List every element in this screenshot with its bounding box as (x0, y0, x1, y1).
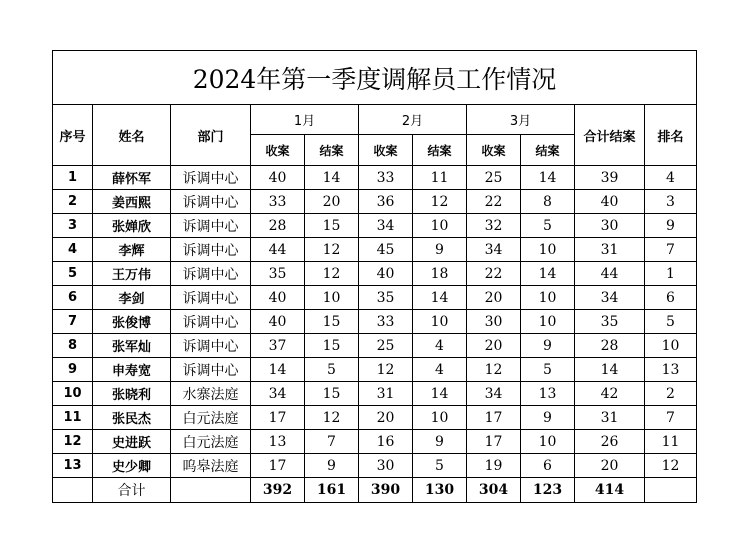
row-m1-closed: 20 (305, 190, 359, 214)
row-index: 7 (53, 310, 93, 334)
header-received-m3: 收案 (467, 135, 521, 166)
row-name: 薛怀军 (93, 166, 171, 190)
row-total-closed: 31 (575, 406, 645, 430)
header-closed-m1: 结案 (305, 135, 359, 166)
row-m3-closed: 9 (521, 406, 575, 430)
totals-rank-cell (645, 478, 697, 503)
row-m2-closed: 12 (413, 190, 467, 214)
row-total-closed: 31 (575, 238, 645, 262)
row-name: 李辉 (93, 238, 171, 262)
row-total-closed: 42 (575, 382, 645, 406)
row-m1-received: 40 (251, 286, 305, 310)
row-m3-closed: 10 (521, 238, 575, 262)
header-index: 序号 (53, 105, 93, 166)
row-m2-received: 45 (359, 238, 413, 262)
row-name: 张民杰 (93, 406, 171, 430)
row-m3-received: 34 (467, 382, 521, 406)
row-rank: 7 (645, 238, 697, 262)
row-name: 张晓利 (93, 382, 171, 406)
row-index: 9 (53, 358, 93, 382)
row-m2-received: 36 (359, 190, 413, 214)
row-m3-received: 34 (467, 238, 521, 262)
row-dept: 诉调中心 (171, 166, 251, 190)
row-m1-received: 34 (251, 382, 305, 406)
row-m2-received: 20 (359, 406, 413, 430)
row-dept: 白元法庭 (171, 430, 251, 454)
row-m3-closed: 14 (521, 262, 575, 286)
row-m3-closed: 14 (521, 166, 575, 190)
row-rank: 4 (645, 166, 697, 190)
row-m1-closed: 15 (305, 382, 359, 406)
row-m3-received: 30 (467, 310, 521, 334)
row-index: 11 (53, 406, 93, 430)
row-m3-closed: 9 (521, 334, 575, 358)
row-dept: 呜皋法庭 (171, 454, 251, 478)
row-m3-closed: 13 (521, 382, 575, 406)
work-summary-table (52, 50, 697, 503)
row-dept: 诉调中心 (171, 238, 251, 262)
table-title: 2024年第一季度调解员工作情况 (53, 51, 697, 105)
row-total-closed: 28 (575, 334, 645, 358)
row-m2-received: 33 (359, 310, 413, 334)
row-m2-closed: 14 (413, 286, 467, 310)
row-rank: 9 (645, 214, 697, 238)
row-m1-closed: 15 (305, 214, 359, 238)
table-row (53, 190, 697, 214)
totals-m1-closed: 161 (305, 478, 359, 503)
header-dept: 部门 (171, 105, 251, 166)
row-m3-received: 20 (467, 286, 521, 310)
row-name: 申寿宽 (93, 358, 171, 382)
row-index: 2 (53, 190, 93, 214)
row-m2-closed: 14 (413, 382, 467, 406)
row-name: 史进跃 (93, 430, 171, 454)
row-m2-received: 25 (359, 334, 413, 358)
header-month-3: 3月 (467, 105, 575, 135)
row-m2-closed: 10 (413, 406, 467, 430)
row-total-closed: 26 (575, 430, 645, 454)
table-row (53, 214, 697, 238)
row-m3-closed: 10 (521, 286, 575, 310)
row-name: 王万伟 (93, 262, 171, 286)
row-m3-received: 17 (467, 430, 521, 454)
row-m2-received: 30 (359, 454, 413, 478)
row-total-closed: 35 (575, 310, 645, 334)
row-rank: 7 (645, 406, 697, 430)
row-m1-received: 17 (251, 406, 305, 430)
row-rank: 12 (645, 454, 697, 478)
row-m2-received: 33 (359, 166, 413, 190)
totals-label: 合计 (93, 478, 171, 503)
row-name: 李剑 (93, 286, 171, 310)
row-total-closed: 40 (575, 190, 645, 214)
row-total-closed: 44 (575, 262, 645, 286)
row-m1-closed: 15 (305, 310, 359, 334)
row-dept: 诉调中心 (171, 358, 251, 382)
row-index: 13 (53, 454, 93, 478)
totals-m3-received: 304 (467, 478, 521, 503)
table-row (53, 382, 697, 406)
header-month-1: 1月 (251, 105, 359, 135)
header-name: 姓名 (93, 105, 171, 166)
row-name: 姜西熙 (93, 190, 171, 214)
row-m3-received: 32 (467, 214, 521, 238)
row-m3-closed: 5 (521, 214, 575, 238)
header-closed-m2: 结案 (413, 135, 467, 166)
row-m3-closed: 8 (521, 190, 575, 214)
row-m1-closed: 9 (305, 454, 359, 478)
row-m1-received: 44 (251, 238, 305, 262)
row-rank: 11 (645, 430, 697, 454)
row-index: 1 (53, 166, 93, 190)
header-received-m1: 收案 (251, 135, 305, 166)
row-total-closed: 34 (575, 286, 645, 310)
row-index: 10 (53, 382, 93, 406)
row-m3-closed: 5 (521, 358, 575, 382)
row-m1-closed: 7 (305, 430, 359, 454)
row-index: 12 (53, 430, 93, 454)
totals-m3-closed: 123 (521, 478, 575, 503)
header-received-m2: 收案 (359, 135, 413, 166)
row-rank: 6 (645, 286, 697, 310)
row-m3-received: 20 (467, 334, 521, 358)
row-rank: 3 (645, 190, 697, 214)
row-m2-received: 40 (359, 262, 413, 286)
table-row (53, 430, 697, 454)
row-m2-received: 16 (359, 430, 413, 454)
row-m2-closed: 11 (413, 166, 467, 190)
row-m2-received: 34 (359, 214, 413, 238)
row-m3-received: 17 (467, 406, 521, 430)
row-rank: 2 (645, 382, 697, 406)
row-name: 张婵欣 (93, 214, 171, 238)
header-total-closed: 合计结案 (575, 105, 645, 166)
row-dept: 诉调中心 (171, 286, 251, 310)
row-dept: 诉调中心 (171, 262, 251, 286)
row-m3-received: 19 (467, 454, 521, 478)
row-m2-closed: 5 (413, 454, 467, 478)
row-m1-closed: 10 (305, 286, 359, 310)
row-m1-received: 13 (251, 430, 305, 454)
row-m2-closed: 10 (413, 214, 467, 238)
row-m2-closed: 10 (413, 310, 467, 334)
table-row (53, 238, 697, 262)
row-dept: 水寨法庭 (171, 382, 251, 406)
row-dept: 诉调中心 (171, 310, 251, 334)
header-month-2: 2月 (359, 105, 467, 135)
row-m2-received: 31 (359, 382, 413, 406)
table-row (53, 406, 697, 430)
totals-empty-cell (53, 478, 93, 503)
table-row (53, 286, 697, 310)
table-row (53, 334, 697, 358)
row-m3-closed: 6 (521, 454, 575, 478)
row-m1-received: 40 (251, 310, 305, 334)
row-name: 张军灿 (93, 334, 171, 358)
row-m3-received: 12 (467, 358, 521, 382)
table-row (53, 166, 697, 190)
row-dept: 诉调中心 (171, 334, 251, 358)
totals-m2-received: 390 (359, 478, 413, 503)
row-m1-received: 40 (251, 166, 305, 190)
table-body (53, 166, 697, 478)
row-m3-closed: 10 (521, 310, 575, 334)
row-m1-closed: 12 (305, 238, 359, 262)
row-dept: 诉调中心 (171, 190, 251, 214)
table-row (53, 310, 697, 334)
row-m2-received: 35 (359, 286, 413, 310)
row-m2-closed: 9 (413, 238, 467, 262)
table-row (53, 358, 697, 382)
row-m3-closed: 10 (521, 430, 575, 454)
row-m2-closed: 18 (413, 262, 467, 286)
row-total-closed: 30 (575, 214, 645, 238)
row-index: 5 (53, 262, 93, 286)
totals-m2-closed: 130 (413, 478, 467, 503)
row-rank: 10 (645, 334, 697, 358)
row-m3-received: 22 (467, 190, 521, 214)
row-m1-received: 37 (251, 334, 305, 358)
totals-dept-cell (171, 478, 251, 503)
header-rank: 排名 (645, 105, 697, 166)
row-total-closed: 39 (575, 166, 645, 190)
row-m2-closed: 9 (413, 430, 467, 454)
row-index: 4 (53, 238, 93, 262)
row-m1-closed: 5 (305, 358, 359, 382)
row-name: 张俊博 (93, 310, 171, 334)
row-m1-closed: 14 (305, 166, 359, 190)
row-total-closed: 20 (575, 454, 645, 478)
table-row (53, 454, 697, 478)
row-m1-received: 35 (251, 262, 305, 286)
row-dept: 诉调中心 (171, 214, 251, 238)
row-m1-closed: 12 (305, 406, 359, 430)
row-m2-received: 12 (359, 358, 413, 382)
row-index: 3 (53, 214, 93, 238)
row-m1-closed: 15 (305, 334, 359, 358)
table-row (53, 262, 697, 286)
row-m3-received: 22 (467, 262, 521, 286)
row-m1-received: 14 (251, 358, 305, 382)
row-m1-received: 33 (251, 190, 305, 214)
row-dept: 白元法庭 (171, 406, 251, 430)
row-m3-received: 25 (467, 166, 521, 190)
row-m2-closed: 4 (413, 334, 467, 358)
header-closed-m3: 结案 (521, 135, 575, 166)
row-m1-received: 17 (251, 454, 305, 478)
totals-m1-received: 392 (251, 478, 305, 503)
row-total-closed: 14 (575, 358, 645, 382)
row-m1-received: 28 (251, 214, 305, 238)
row-name: 史少卿 (93, 454, 171, 478)
row-index: 6 (53, 286, 93, 310)
row-rank: 13 (645, 358, 697, 382)
row-m1-closed: 12 (305, 262, 359, 286)
row-index: 8 (53, 334, 93, 358)
row-rank: 1 (645, 262, 697, 286)
row-m2-closed: 4 (413, 358, 467, 382)
totals-total-closed: 414 (575, 478, 645, 503)
row-rank: 5 (645, 310, 697, 334)
